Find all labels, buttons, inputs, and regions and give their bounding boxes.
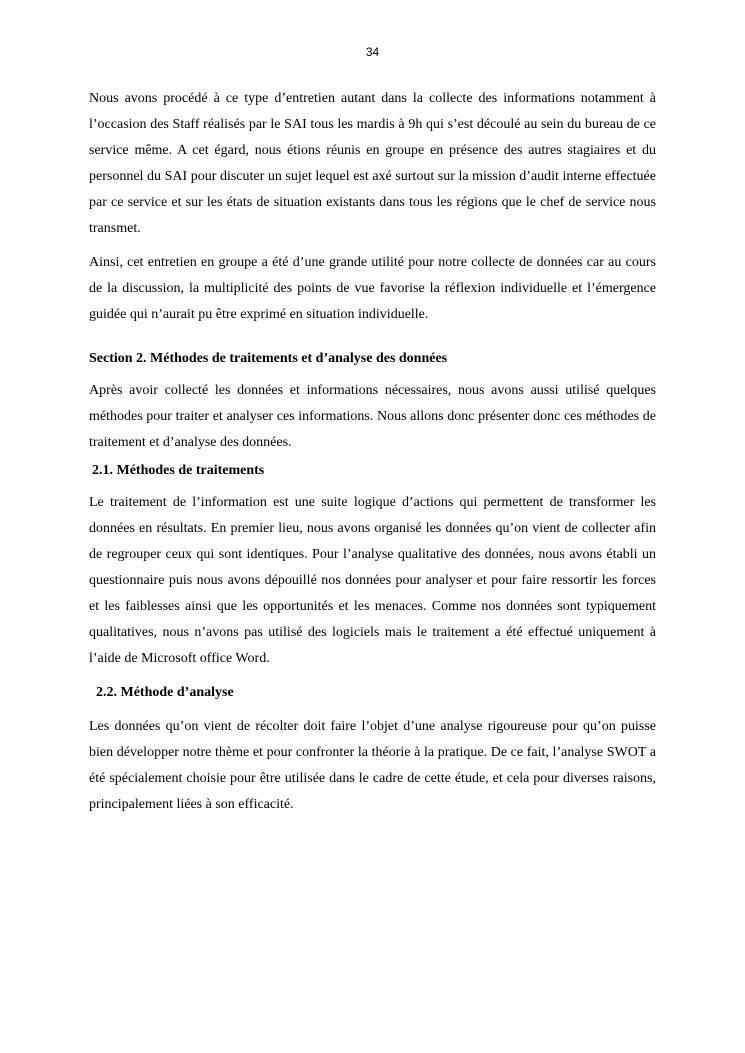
paragraph-traitement: Le traitement de l’information est une suite logique d’actions qui permettent de transformer les données en résultats. En premier lieu, nous avons organisé les données qu’on vient de collecter afin de regrouper ceux qui sont identiques. Pour l’analyse qualitative des données, nous avons établi un questionnaire puis nous avons dépouillé nos données pour analyser et pour faire ressortir les forces et les faiblesses ainsi que les opportunités et les menaces. Comme nos données sont typiquement qualitatives, nous n’avons pas utilisé des logiciels mais le traitement a été effectué uniquement à l’aide de Microsoft office Word. — [89, 495, 656, 666]
page-number: 34 — [365, 45, 380, 59]
paragraph-analyse: Les données qu’on vient de récolter doit faire l’objet d’une analyse rigoureuse pour qu’on puisse bien développer notre thème et pour confronter la théorie à la pratique. De ce fait, l’analyse SWOT a été spécialement choisie pour être utilisée dans le cadre de cette étude, et cela pour diverses raisons, principalement liées à son efficacité. — [89, 719, 656, 812]
subsection-heading-analyse: 2.2. Méthode d’analyse — [96, 685, 234, 700]
paragraph-intro-methodes: Après avoir collecté les données et informations nécessaires, nous avons aussi utilisé quelques méthodes pour traiter et analyser ces informations. Nous allons donc présenter donc ces méthodes de traitement et d’analyse des données. — [89, 383, 656, 450]
subsection-heading-traitements: 2.1. Méthodes de traitements — [92, 463, 265, 478]
paragraph-entretien: Nous avons procédé à ce type d’entretien autant dans la collecte des informations notamment à l’occasion des Staff réalisés par le SAI tous les mardis à 9h qui s’est découlé au sein du bureau de ce service même. A cet égard, nous étions réunis en groupe en présence des autres stagiaires et du personnel du SAI pour discuter un sujet lequel est axé surtout sur la mission d’audit interne effectuée par ce service et sur les états de situation existants dans tous les régions que le chef de service nous transmet. — [89, 91, 656, 236]
section-heading: Section 2. Méthodes de traitements et d’analyse des données — [89, 351, 448, 366]
paragraph-utilite: Ainsi, cet entretien en groupe a été d’une grande utilité pour notre collecte de données car au cours de la discussion, la multiplicité des points de vue favorise la réflexion individuelle et l’émergence guidée qui n’aurait pu être exprimé en situation individuelle. — [89, 255, 656, 322]
document-body — [89, 86, 656, 818]
